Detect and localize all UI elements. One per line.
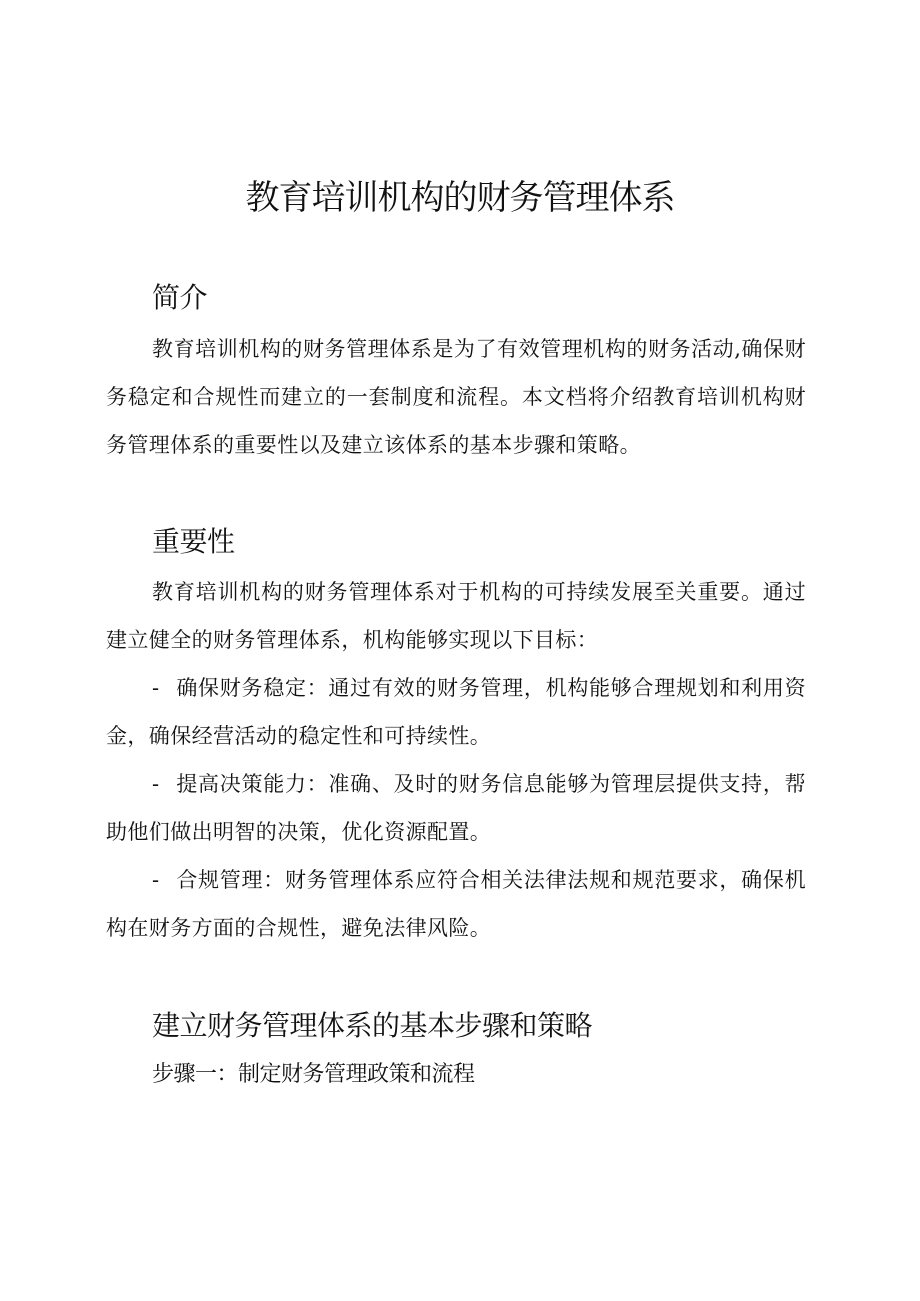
bullet-item bbox=[106, 664, 806, 760]
bullet-text: 确保财务稳定：通过有效的财务管理，机构能够合理规划和利用资金，确保经营活动的稳定性和可持续性。 bbox=[106, 676, 806, 748]
section-heading-intro: 简介 bbox=[152, 281, 208, 314]
bullet-text: 提高决策能力：准确、及时的财务信息能够为管理层提供支持，帮助他们做出明智的决策，优化资源配置。 bbox=[106, 772, 806, 844]
bullet-item bbox=[106, 760, 806, 856]
bullet-dash: - bbox=[152, 868, 160, 892]
section-heading-importance: 重要性 bbox=[152, 525, 235, 558]
importance-paragraph: 教育培训机构的财务管理体系对于机构的可持续发展至关重要。通过建立健全的财务管理体系，机构能够实现以下目标： bbox=[106, 580, 806, 652]
bullet-text: 合规管理：财务管理体系应符合相关法律法规和规范要求，确保机构在财务方面的合规性，避免法律风险。 bbox=[106, 868, 806, 940]
intro-paragraph: 教育培训机构的财务管理体系是为了有效管理机构的财务活动,确保财务稳定和合规性而建立的一套制度和流程。本文档将介绍教育培训机构财务管理体系的重要性以及建立该体系的基本步骤和策略。 bbox=[106, 337, 806, 457]
bullet-item bbox=[106, 856, 806, 952]
bullet-dash: - bbox=[152, 772, 160, 796]
section-heading-steps: 建立财务管理体系的基本步骤和策略 bbox=[152, 1009, 593, 1042]
step-one-heading: 步骤一：制定财务管理政策和流程 bbox=[152, 1062, 475, 1087]
document-title: 教育培训机构的财务管理体系 bbox=[245, 178, 675, 218]
bullet-dash: - bbox=[152, 676, 160, 700]
